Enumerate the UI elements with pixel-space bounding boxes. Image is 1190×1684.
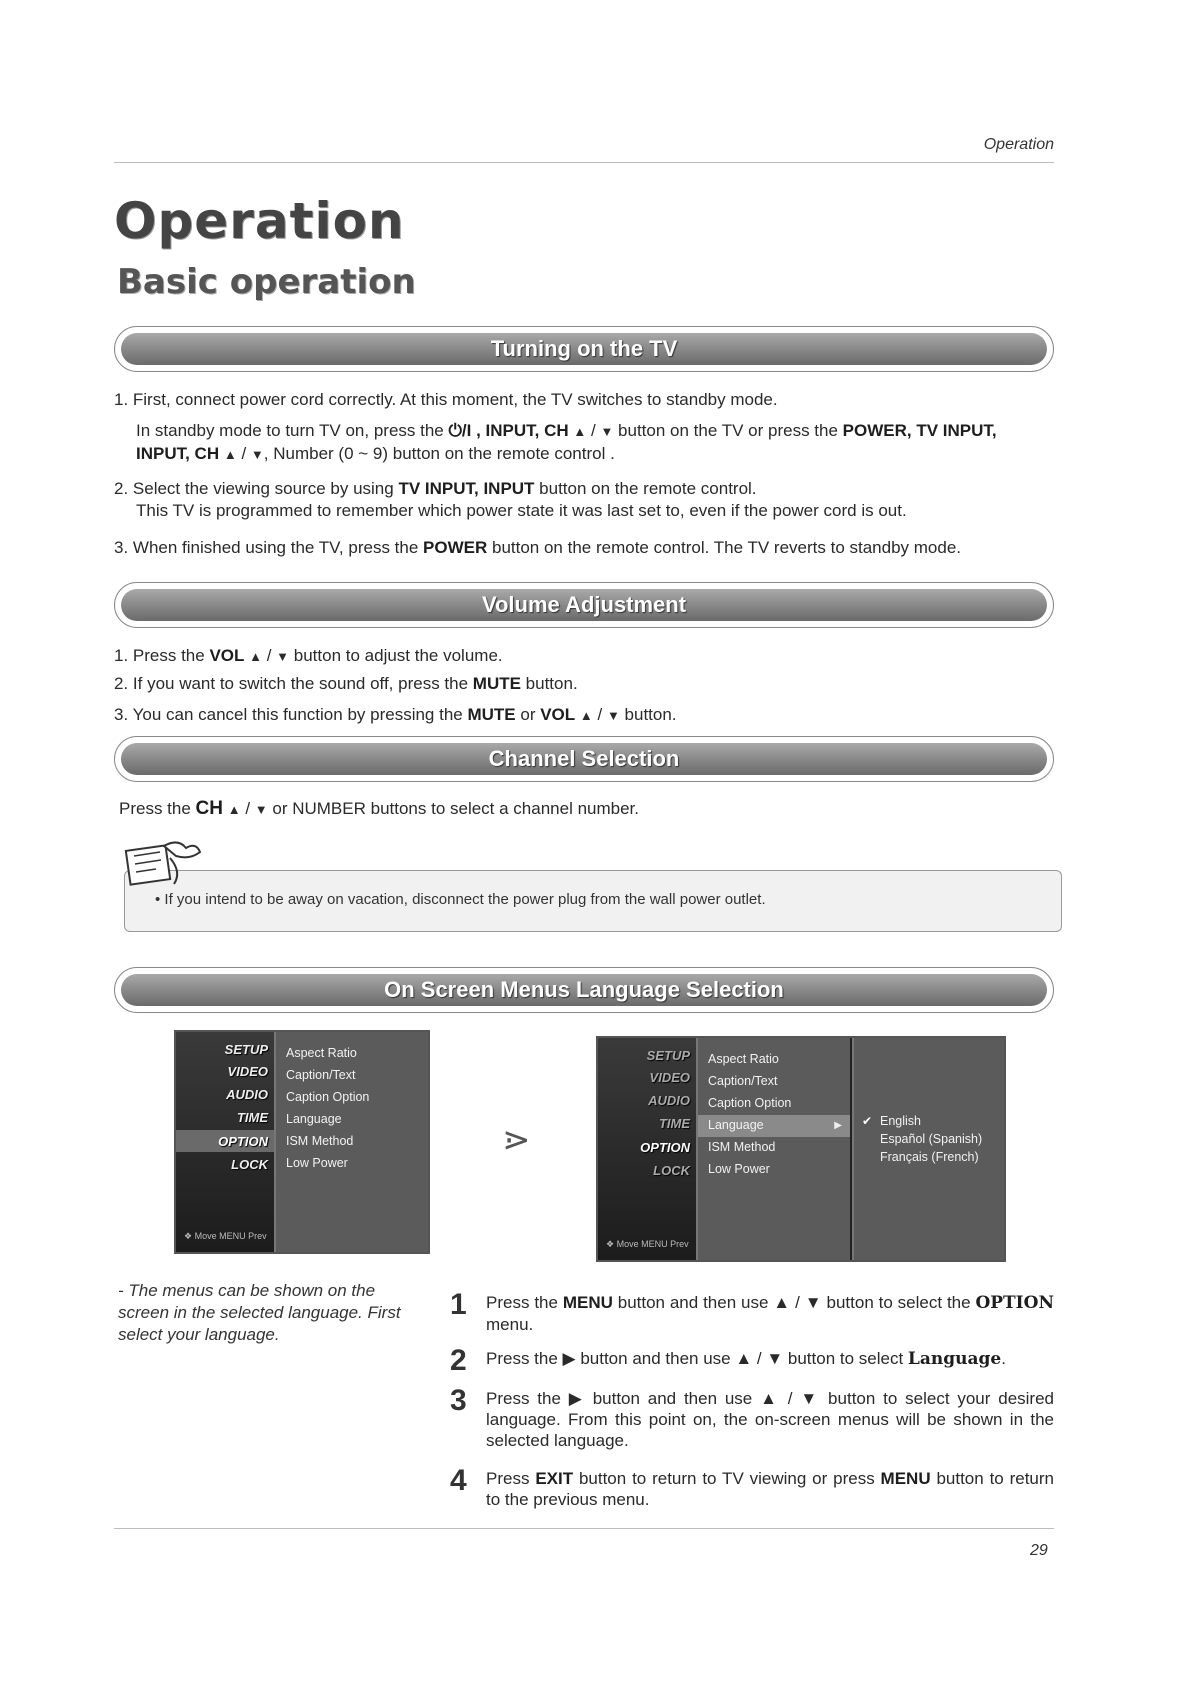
osd-item: Caption Option	[708, 1096, 792, 1110]
osd-footer-hint: ❖ Move MENU Prev	[606, 1239, 689, 1249]
text: In standby mode to turn TV on, press the	[136, 421, 449, 440]
text: button to return to TV viewing or press	[573, 1469, 881, 1488]
text: button on the remote control. The TV reverts to standby mode.	[487, 538, 962, 557]
paragraph: 1. First, connect power cord correctly. At this moment, the TV switches to standby mode.	[114, 390, 778, 409]
down-triangle-icon: ▼	[276, 649, 290, 664]
osd-menu-language	[596, 1036, 1006, 1262]
step-number: 2	[450, 1344, 467, 1377]
bold-text: MENU	[880, 1469, 931, 1488]
section-banner-turning-on	[114, 326, 1054, 372]
osd-category: VIDEO	[227, 1064, 268, 1079]
bold-text: POWER, TV INPUT, INPUT, CH	[136, 421, 997, 463]
paragraph	[114, 645, 1054, 668]
running-header	[114, 132, 1054, 163]
section-banner-channel	[114, 736, 1054, 782]
text: 2. If you want to switch the sound off, press the	[114, 674, 473, 693]
osd-category: VIDEO	[649, 1070, 690, 1085]
bold-text: TV INPUT, INPUT	[398, 479, 535, 498]
text: button on the TV or press the	[613, 421, 843, 440]
osd-item: Aspect Ratio	[286, 1046, 357, 1060]
section-banner-language	[114, 967, 1054, 1013]
osd-category: AUDIO	[226, 1087, 268, 1102]
text: Press the ▶ button and then use ▲ / ▼ button to select	[486, 1349, 908, 1368]
osd-category-column	[176, 1032, 276, 1252]
osd-category-selected: OPTION	[640, 1140, 690, 1155]
osd-language-option: Español (Spanish)	[880, 1132, 983, 1146]
osd-menu-option	[174, 1030, 430, 1254]
text: , Number (0 ~ 9) button on the remote control .	[263, 444, 615, 463]
paragraph: This TV is programmed to remember which power state it was last set to, even if the power cord is out.	[136, 501, 907, 520]
side-note: - The menus can be shown on the screen in the selected language. First select your language.	[118, 1281, 401, 1344]
down-triangle-icon: ▼	[606, 708, 620, 723]
osd-category: LOCK	[231, 1157, 268, 1172]
slash: /	[236, 444, 251, 463]
up-triangle-icon: ▲	[579, 708, 593, 723]
text: button.	[520, 674, 578, 693]
up-triangle-icon: ▲	[227, 802, 241, 817]
text: Press the	[119, 799, 196, 818]
osd-item: Low Power	[286, 1156, 348, 1170]
osd-language-column	[852, 1038, 1004, 1260]
paragraph	[114, 537, 1054, 559]
osd-category: LOCK	[653, 1163, 690, 1178]
slash: /	[262, 646, 277, 665]
step-number: 1	[450, 1288, 467, 1321]
step-number: 4	[450, 1464, 467, 1497]
slash: /	[586, 421, 601, 440]
channel-text	[119, 798, 1059, 821]
osd-item: ISM Method	[286, 1134, 354, 1148]
osd-item: Language	[286, 1112, 342, 1126]
section-banner-volume	[114, 582, 1054, 628]
page-subtitle: Basic operation	[117, 262, 416, 302]
bold-text: EXIT	[535, 1469, 574, 1488]
bold-text: CH	[195, 798, 223, 819]
up-triangle-icon: ▲	[573, 424, 587, 439]
text: button and then use ▲ / ▼ button to select the	[612, 1293, 976, 1312]
osd-item: Low Power	[708, 1162, 770, 1176]
osd-category: AUDIO	[648, 1093, 690, 1108]
osd-category-column	[598, 1038, 698, 1260]
osd-category: TIME	[658, 1116, 690, 1131]
text: button to adjust the volume.	[289, 646, 503, 665]
footer-rule	[114, 1528, 1054, 1529]
text: Press the	[486, 1293, 563, 1312]
page-number: 29	[1030, 1542, 1048, 1559]
step-text	[486, 1468, 1054, 1510]
memo-note-icon	[120, 836, 206, 899]
osd-category-selected: OPTION	[218, 1134, 268, 1149]
down-triangle-icon: ▼	[250, 447, 264, 462]
page-title: Operation	[114, 192, 405, 250]
submenu-arrow-icon: ▶	[834, 1120, 842, 1131]
bold-text: MENU	[562, 1293, 613, 1312]
next-step-arrow-icon: ⋗	[502, 1121, 531, 1159]
bold-text: OPTION	[975, 1293, 1054, 1313]
note-box	[124, 870, 1062, 932]
text: or	[515, 705, 541, 724]
osd-item: Caption/Text	[708, 1074, 778, 1088]
osd-item-column	[698, 1038, 850, 1260]
osd-language-option: Français (French)	[880, 1150, 979, 1164]
text: 1. Press the	[114, 646, 210, 665]
down-triangle-icon: ▼	[254, 802, 268, 817]
step-text	[486, 1292, 1054, 1335]
bold-text: Language	[907, 1349, 1002, 1369]
text: or NUMBER buttons to select a channel number.	[267, 799, 640, 818]
slash: /	[592, 705, 607, 724]
text: button to return to the previous menu.	[486, 1469, 1054, 1509]
text: Press	[486, 1469, 536, 1488]
text: button.	[619, 705, 677, 724]
note-text: • If you intend to be away on vacation, disconnect the power plug from the wall power outlet.	[155, 891, 766, 908]
step-number: 3	[450, 1384, 467, 1417]
down-triangle-icon: ▼	[600, 424, 614, 439]
text: menu.	[486, 1315, 534, 1334]
running-header-label: Operation	[983, 136, 1054, 153]
step-text	[486, 1348, 1054, 1370]
paragraph	[114, 478, 1054, 500]
power-symbol: ⏻/I	[448, 421, 472, 440]
osd-footer-hint: ❖ Move MENU Prev	[184, 1231, 267, 1241]
osd-item: Aspect Ratio	[708, 1052, 779, 1066]
osd-item-selected: Language	[708, 1118, 764, 1132]
osd-language-option: English	[880, 1114, 921, 1128]
section-heading: Volume Adjustment	[481, 592, 687, 617]
section-heading: Turning on the TV	[490, 336, 678, 361]
bold-text: MUTE	[467, 705, 516, 724]
checkmark-icon: ✔	[862, 1114, 873, 1128]
bold-text: VOL	[209, 646, 245, 665]
bold-text: VOL	[540, 705, 576, 724]
turning-on-text	[114, 389, 1054, 559]
osd-item: Caption/Text	[286, 1068, 356, 1082]
text: button on the remote control.	[534, 479, 757, 498]
paragraph	[114, 420, 1054, 466]
bold-text: POWER	[423, 538, 488, 557]
section-heading: Channel Selection	[488, 746, 680, 771]
osd-item-column	[276, 1032, 428, 1252]
text: 2. Select the viewing source by using	[114, 479, 399, 498]
up-triangle-icon: ▲	[249, 649, 262, 664]
osd-category: SETUP	[224, 1042, 268, 1057]
slash: /	[240, 799, 255, 818]
volume-text	[114, 645, 1054, 727]
section-heading: On Screen Menus Language Selection	[384, 977, 784, 1002]
osd-category: SETUP	[646, 1048, 690, 1063]
paragraph	[114, 704, 1054, 727]
osd-item: ISM Method	[708, 1140, 776, 1154]
osd-item: Caption Option	[286, 1090, 370, 1104]
paragraph	[114, 673, 1054, 695]
step-text: Press the ▶ button and then use ▲ / ▼ button to select your desired language. From this point on, the on-screen menus will be shown in the selected language.	[486, 1389, 1054, 1450]
text: 3. You can cancel this function by pressing the	[114, 705, 468, 724]
bold-text: MUTE	[472, 674, 521, 693]
text: .	[1001, 1349, 1006, 1368]
text: 3. When finished using the TV, press the	[114, 538, 424, 557]
osd-category: TIME	[236, 1110, 268, 1125]
bold-text: , INPUT, CH	[471, 421, 574, 440]
up-triangle-icon: ▲	[223, 447, 237, 462]
